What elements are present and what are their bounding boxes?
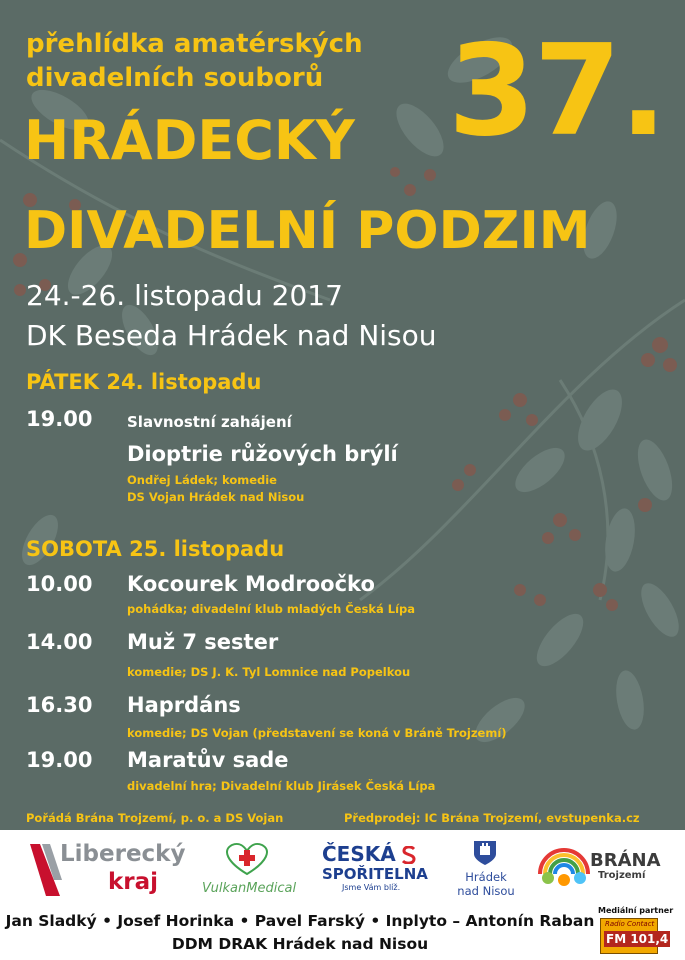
day-heading-saturday: SOBOTA 25. listopadu — [26, 537, 285, 561]
sporitelna-tagline: Jsme Vám blíž. — [342, 883, 401, 892]
event-title: Dioptrie růžových brýlí — [127, 442, 398, 466]
trojzemi-label: Trojzemí — [598, 870, 646, 881]
event-info: divadelní hra; Divadelní klub Jirásek Česká Lípa — [127, 779, 436, 793]
vulkan-heart-icon — [222, 842, 272, 876]
sporitelna-s-icon — [402, 846, 416, 864]
brana-label: BRÁNA — [590, 850, 661, 871]
radio-contact-logo — [598, 906, 678, 956]
radio-name-label: Radio Contact — [605, 920, 655, 928]
event-info: Ondřej Ládek; komedie — [127, 473, 277, 487]
title-line2: DIVADELNÍ PODZIM — [24, 201, 591, 261]
subtitle-line1: přehlídka amatérských — [26, 29, 363, 59]
event-info: pohádka; divadelní klub mladých Česká Lípa — [127, 602, 416, 616]
radio-frequency: FM 101,4 — [606, 932, 669, 946]
event-info: komedie; DS Vojan (představení se koná v Bráně Trojzemí) — [127, 726, 507, 740]
liberecky-kraj-logo — [26, 840, 186, 900]
day-heading-friday: PÁTEK 24. listopadu — [26, 370, 262, 394]
event-time: 19.00 — [26, 407, 93, 431]
brana-trojzemi-logo — [536, 842, 661, 902]
radio-badge — [600, 918, 669, 954]
media-partner-label: Mediální partner — [598, 906, 674, 915]
title-line1: HRÁDECKÝ — [24, 109, 355, 172]
event-dates: 24.-26. listopadu 2017 — [26, 279, 343, 312]
liberecky-label: Liberecký — [60, 841, 186, 867]
event-time: 10.00 — [26, 572, 93, 596]
ceska-label: ČESKÁ — [322, 842, 396, 866]
sponsor-strip — [0, 830, 685, 960]
event-time: 14.00 — [26, 630, 93, 654]
vulkan-medical-logo — [198, 840, 298, 900]
hradek-label: Hrádek — [465, 870, 507, 884]
event-info: DS Vojan Hrádek nad Nisou — [127, 490, 305, 504]
event-venue: DK Beseda Hrádek nad Nisou — [26, 319, 437, 352]
event-time: 16.30 — [26, 693, 93, 717]
sponsors-line1: Jan Sladký • Josef Horinka • Pavel Farský • Inplyto – Antonín Raban — [5, 912, 595, 930]
sporitelna-label: SPOŘITELNA — [322, 865, 428, 883]
presale-note: Předprodej: IC Brána Trojzemí, evstupenka.cz — [344, 811, 640, 825]
event-time: 19.00 — [26, 748, 93, 772]
event-title: Muž 7 sester — [127, 630, 279, 654]
event-title: Maratův sade — [127, 748, 289, 772]
kraj-label: kraj — [108, 869, 159, 895]
hradek-coat-of-arms-icon — [473, 840, 497, 866]
edition-number: 37. — [448, 17, 666, 164]
subtitle-line2: divadelních souborů — [26, 63, 324, 93]
event-info: komedie; DS J. K. Tyl Lomnice nad Popelkou — [127, 665, 411, 679]
event-preface: Slavnostní zahájení — [127, 413, 292, 431]
nad-nisou-label: nad Nisou — [457, 884, 515, 898]
sponsors-line2: DDM DRAK Hrádek nad Nisou — [171, 935, 429, 953]
hradek-nad-nisou-logo — [456, 840, 516, 908]
ceska-sporitelna-logo — [322, 842, 432, 902]
organizer-note: Pořádá Brána Trojzemí, p. o. a DS Vojan — [26, 811, 284, 825]
event-title: Kocourek Modroočko — [127, 572, 375, 596]
vulkan-label: VulkanMedical — [202, 881, 297, 896]
brana-rainbow-icon — [536, 844, 592, 888]
event-title: Haprdáns — [127, 693, 241, 717]
